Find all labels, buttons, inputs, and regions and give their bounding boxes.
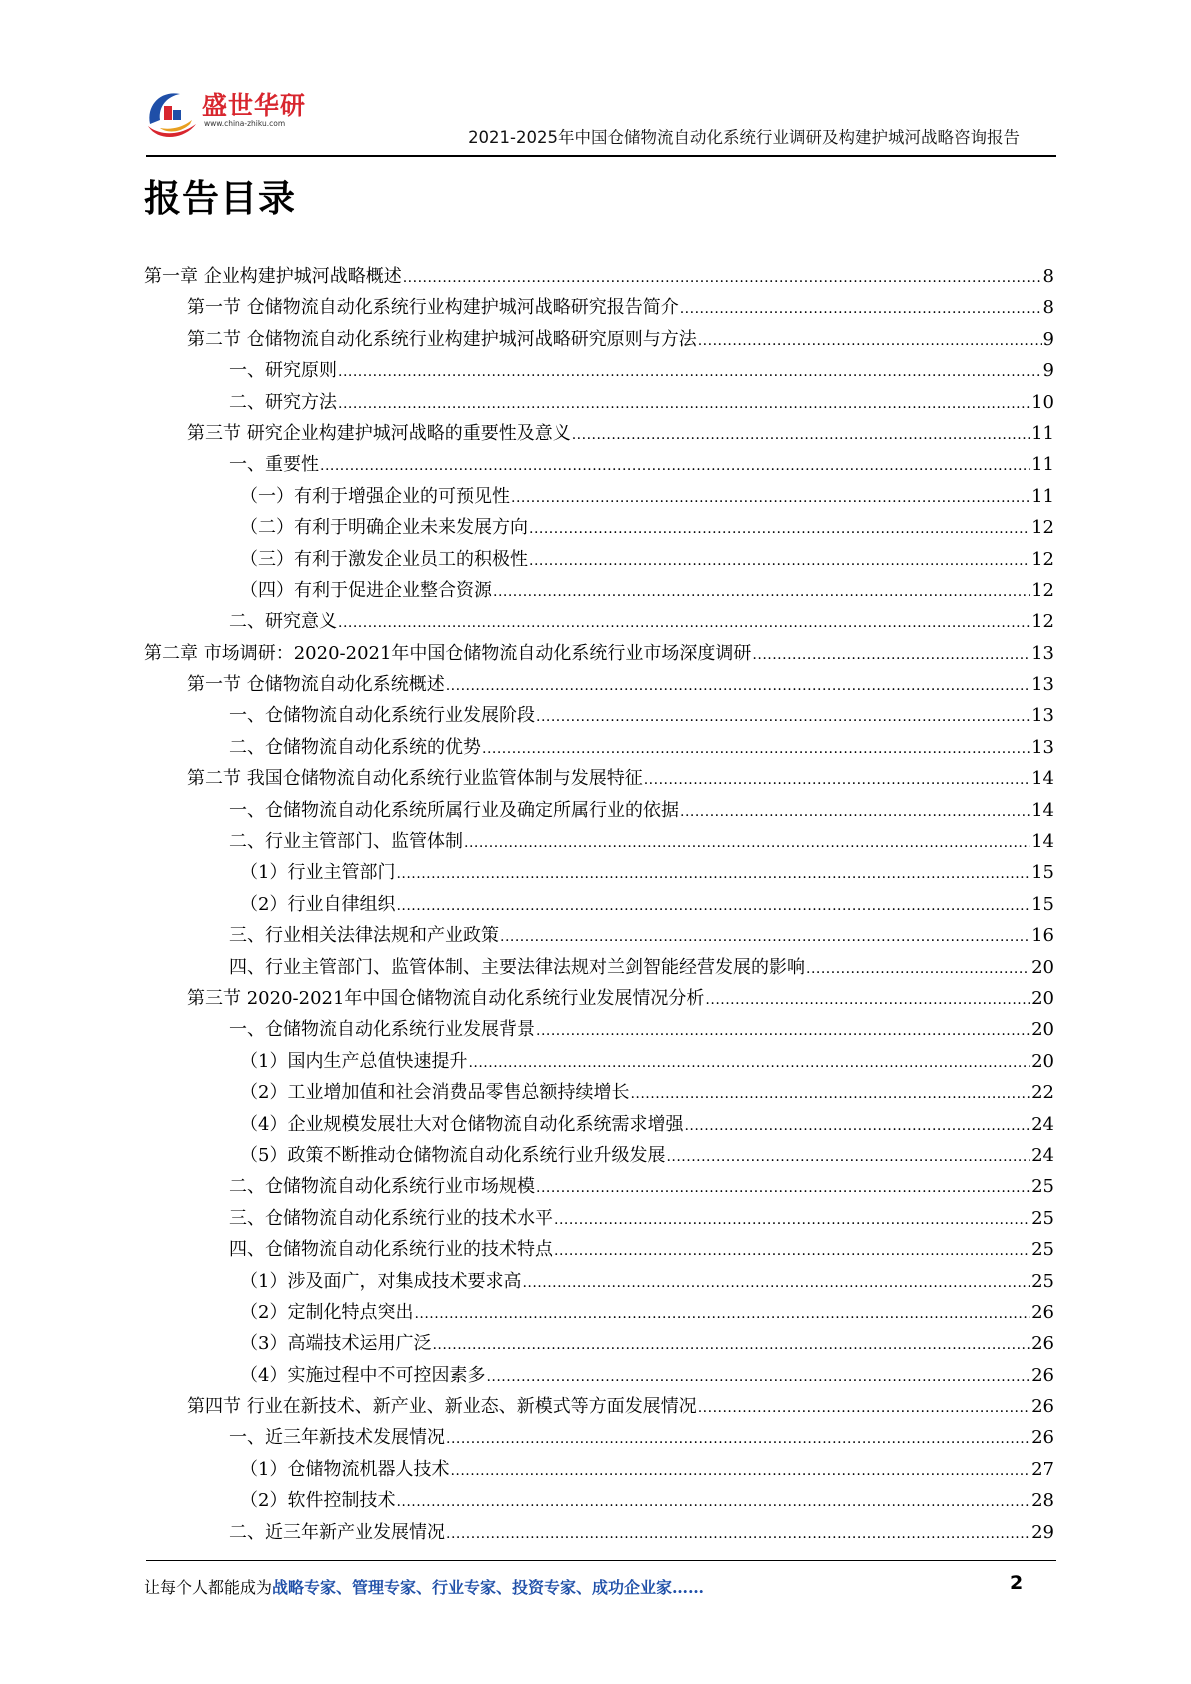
toc-entry[interactable] [144,1329,1054,1360]
toc-entry[interactable] [144,419,1054,450]
toc-entry[interactable] [144,796,1054,827]
company-logo [140,84,310,146]
toc-leader-dots [403,266,1042,287]
toc-leader-dots [536,1176,1030,1197]
toc-entry-title: 第二节 我国仓储物流自动化系统行业监管体制与发展特征 [187,768,643,790]
toc-entry[interactable] [144,670,1054,701]
toc-entry-title: （5）政策不断推动仓储物流自动化系统行业升级发展 [240,1144,666,1166]
toc-entry-title: （2）工业增加值和社会消费品零售总额持续增长 [240,1082,630,1104]
toc-leader-dots [536,1019,1030,1040]
toc-leader-dots [698,329,1042,350]
toc-leader-dots [522,1271,1030,1292]
toc-leader-dots [698,1396,1030,1417]
toc-entry-page: 20 [1031,987,1054,1009]
toc-entry-title: 二、研究意义 [229,611,337,633]
toc-leader-dots [680,297,1042,318]
toc-entry-title: 一、重要性 [229,454,319,476]
toc-entry[interactable] [144,1455,1054,1486]
toc-entry-page: 24 [1031,1113,1054,1135]
toc-leader-dots [806,957,1030,978]
toc-entry-title: 一、仓储物流自动化系统行业发展阶段 [229,705,535,727]
toc-leader-dots [486,1365,1030,1386]
toc-leader-dots [529,549,1030,570]
toc-leader-dots [338,611,1030,632]
footer-roles: 战略专家、管理专家、行业专家、投资专家、成功企业家…… [272,1578,705,1597]
toc-entry-title: （2）定制化特点突出 [240,1301,414,1323]
toc-leader-dots [446,1427,1030,1448]
toc-entry-title: 第二章 市场调研：2020-2021年中国仓储物流自动化系统行业市场深度调研 [144,642,752,664]
toc-entry-page: 26 [1031,1333,1054,1355]
toc-entry-page: 15 [1031,893,1054,915]
toc-entry-title: 二、仓储物流自动化系统的优势 [229,736,481,758]
toc-entry-page: 25 [1031,1239,1054,1261]
toc-entry-title: 一、仓储物流自动化系统所属行业及确定所属行业的依据 [229,799,679,821]
toc-entry-page: 15 [1031,862,1054,884]
toc-leader-dots [536,705,1030,726]
toc-entry-page: 9 [1042,360,1054,382]
toc-entry-title: （二）有利于明确企业未来发展方向 [240,517,528,539]
toc-entry-page: 14 [1031,831,1054,853]
toc-entry-page: 29 [1031,1521,1054,1543]
toc-leader-dots [529,517,1030,538]
toc-entry-title: 二、近三年新产业发展情况 [229,1521,445,1543]
toc-leader-dots [684,1114,1030,1135]
toc-entry-title: 四、行业主管部门、监管体制、主要法律法规对兰剑智能经营发展的影响 [229,956,805,978]
toc-entry[interactable] [144,921,1054,952]
toc-entry[interactable] [144,1361,1054,1392]
toc-entry[interactable] [144,1078,1054,1109]
toc-entry[interactable] [144,1518,1054,1549]
toc-leader-dots [450,1459,1030,1480]
toc-entry-page: 11 [1031,422,1054,444]
page-number: 2 [1010,1572,1024,1594]
toc-entry-title: 二、仓储物流自动化系统行业市场规模 [229,1176,535,1198]
toc-leader-dots [630,1082,1030,1103]
toc-entry[interactable] [144,1172,1054,1203]
toc-entry[interactable] [144,953,1054,984]
toc-leader-dots [482,737,1030,758]
toc-entry[interactable] [144,482,1054,513]
toc-entry-page: 26 [1031,1301,1054,1323]
toc-entry-title: 二、行业主管部门、监管体制 [229,831,463,853]
toc-leader-dots [320,454,1030,475]
toc-entry-title: （1）行业主管部门 [240,862,396,884]
toc-entry-page: 25 [1031,1270,1054,1292]
toc-entry-title: 第一节 仓储物流自动化系统概述 [187,674,445,696]
toc-entry[interactable] [144,1298,1054,1329]
toc-entry-page: 27 [1031,1458,1054,1480]
toc-entry[interactable] [144,1204,1054,1235]
report-title: 2021-2025年中国仓储物流自动化系统行业调研及构建护城河战略咨询报告 [468,128,1020,147]
toc-leader-dots [396,1490,1030,1511]
toc-entry-title: （1）涉及面广，对集成技术要求高 [240,1270,522,1292]
footer-divider [146,1560,1056,1561]
toc-entry-title: （2）行业自律组织 [240,893,396,915]
toc-entry-title: （三）有利于激发企业员工的积极性 [240,548,528,570]
toc-entry-page: 26 [1031,1427,1054,1449]
toc-leader-dots [500,925,1030,946]
toc-entry-page: 8 [1042,266,1054,287]
toc-entry-page: 24 [1031,1144,1054,1166]
toc-entry[interactable] [144,262,1054,293]
toc-entry-title: （1）国内生产总值快速提升 [240,1050,468,1072]
toc-entry[interactable] [144,764,1054,795]
toc-leader-dots [414,1302,1030,1323]
toc-entry-page: 12 [1031,548,1054,570]
toc-entry-title: 第二节 仓储物流自动化系统行业构建护城河战略研究原则与方法 [187,328,697,350]
toc-entry-page: 25 [1031,1176,1054,1198]
toc-entry-page: 13 [1031,642,1054,664]
toc-leader-dots [680,800,1030,821]
toc-entry[interactable] [144,639,1054,670]
toc-entry[interactable] [144,325,1054,356]
toc-leader-dots [511,486,1030,507]
toc-entry-page: 28 [1031,1490,1054,1512]
toc-entry-page: 16 [1031,925,1054,947]
footer-slogan: 让每个人都能成为 [144,1578,273,1597]
toc-entry-title: 一、研究原则 [229,360,337,382]
toc-leader-dots [644,768,1030,789]
toc-leader-dots [493,580,1030,601]
toc-leader-dots [396,862,1030,883]
toc-entry-page: 25 [1031,1207,1054,1229]
page-title: 报告目录 [144,177,296,220]
toc-entry-title: 第一章 企业构建护城河战略概述 [144,266,402,287]
header-divider [146,155,1056,157]
toc-entry-page: 20 [1031,1019,1054,1041]
toc-entry-title: 第三节 2020-2021年中国仓储物流自动化系统行业发展情况分析 [187,987,705,1009]
toc-entry[interactable] [144,1486,1054,1517]
toc-entry-title: 一、近三年新技术发展情况 [229,1427,445,1449]
toc-entry-title: 二、研究方法 [229,391,337,413]
toc-entry-page: 12 [1031,611,1054,633]
logo-url: www.china-zhiku.com [204,119,286,128]
toc-entry-page: 13 [1031,736,1054,758]
table-of-contents [144,262,1054,1549]
toc-entry[interactable] [144,356,1054,387]
toc-entry-page: 26 [1031,1364,1054,1386]
toc-entry-page: 20 [1031,956,1054,978]
toc-entry-page: 22 [1031,1082,1054,1104]
toc-entry-page: 11 [1031,454,1054,476]
toc-entry[interactable] [144,1235,1054,1266]
toc-leader-dots [432,1333,1030,1354]
toc-entry[interactable] [144,827,1054,858]
footer-text [144,1575,704,1598]
logo-name: 盛世华研 [202,91,307,120]
toc-entry[interactable] [144,450,1054,481]
toc-leader-dots [572,423,1030,444]
toc-leader-dots [464,831,1030,852]
toc-leader-dots [338,392,1030,413]
toc-entry-page: 12 [1031,579,1054,601]
toc-entry-title: 三、仓储物流自动化系统行业的技术水平 [229,1207,553,1229]
toc-entry-page: 10 [1031,391,1054,413]
toc-entry[interactable] [144,1110,1054,1141]
toc-entry-page: 13 [1031,705,1054,727]
toc-entry[interactable] [144,1141,1054,1172]
toc-entry-page: 26 [1031,1396,1054,1418]
logo-emblem-icon [140,84,202,146]
toc-entry[interactable] [144,293,1054,324]
toc-entry-page: 8 [1042,297,1054,319]
toc-entry-title: 四、仓储物流自动化系统行业的技术特点 [229,1239,553,1261]
toc-entry-title: 三、行业相关法律法规和产业政策 [229,925,499,947]
toc-entry[interactable] [144,576,1054,607]
toc-leader-dots [666,1145,1030,1166]
toc-leader-dots [396,894,1030,915]
toc-entry-title: （一）有利于增强企业的可预见性 [240,485,510,507]
toc-leader-dots [705,988,1030,1009]
toc-entry[interactable] [144,607,1054,638]
toc-entry[interactable] [144,513,1054,544]
toc-entry-page: 14 [1031,768,1054,790]
toc-entry-title: （2）软件控制技术 [240,1490,396,1512]
toc-entry-page: 12 [1031,517,1054,539]
toc-entry-page: 9 [1042,328,1054,350]
toc-leader-dots [338,360,1042,381]
toc-entry[interactable] [144,733,1054,764]
toc-entry-page: 11 [1031,485,1054,507]
toc-entry[interactable] [144,1267,1054,1298]
toc-leader-dots [446,1522,1030,1543]
toc-leader-dots [446,674,1030,695]
toc-leader-dots [752,643,1030,664]
toc-entry[interactable] [144,858,1054,889]
toc-entry-title: 第四节 行业在新技术、新产业、新业态、新模式等方面发展情况 [187,1396,697,1418]
toc-entry-page: 20 [1031,1050,1054,1072]
toc-entry-title: （4）企业规模发展壮大对仓储物流自动化系统需求增强 [240,1113,684,1135]
toc-entry-title: （1）仓储物流机器人技术 [240,1458,450,1480]
toc-leader-dots [554,1239,1030,1260]
toc-entry-title: （四）有利于促进企业整合资源 [240,579,492,601]
toc-entry[interactable] [144,1047,1054,1078]
toc-entry[interactable] [144,545,1054,576]
toc-entry[interactable] [144,1423,1054,1454]
toc-entry-page: 13 [1031,674,1054,696]
toc-leader-dots [468,1051,1030,1072]
toc-entry-title: 第一节 仓储物流自动化系统行业构建护城河战略研究报告简介 [187,297,679,319]
toc-leader-dots [554,1208,1030,1229]
toc-entry-title: （4）实施过程中不可控因素多 [240,1364,486,1386]
toc-entry-title: （3）高端技术运用广泛 [240,1333,432,1355]
toc-entry[interactable] [144,701,1054,732]
toc-entry-title: 一、仓储物流自动化系统行业发展背景 [229,1019,535,1041]
toc-entry[interactable] [144,388,1054,419]
toc-entry[interactable] [144,1015,1054,1046]
toc-entry[interactable] [144,890,1054,921]
toc-entry[interactable] [144,984,1054,1015]
toc-entry[interactable] [144,1392,1054,1423]
toc-entry-title: 第三节 研究企业构建护城河战略的重要性及意义 [187,422,571,444]
toc-entry-page: 14 [1031,799,1054,821]
